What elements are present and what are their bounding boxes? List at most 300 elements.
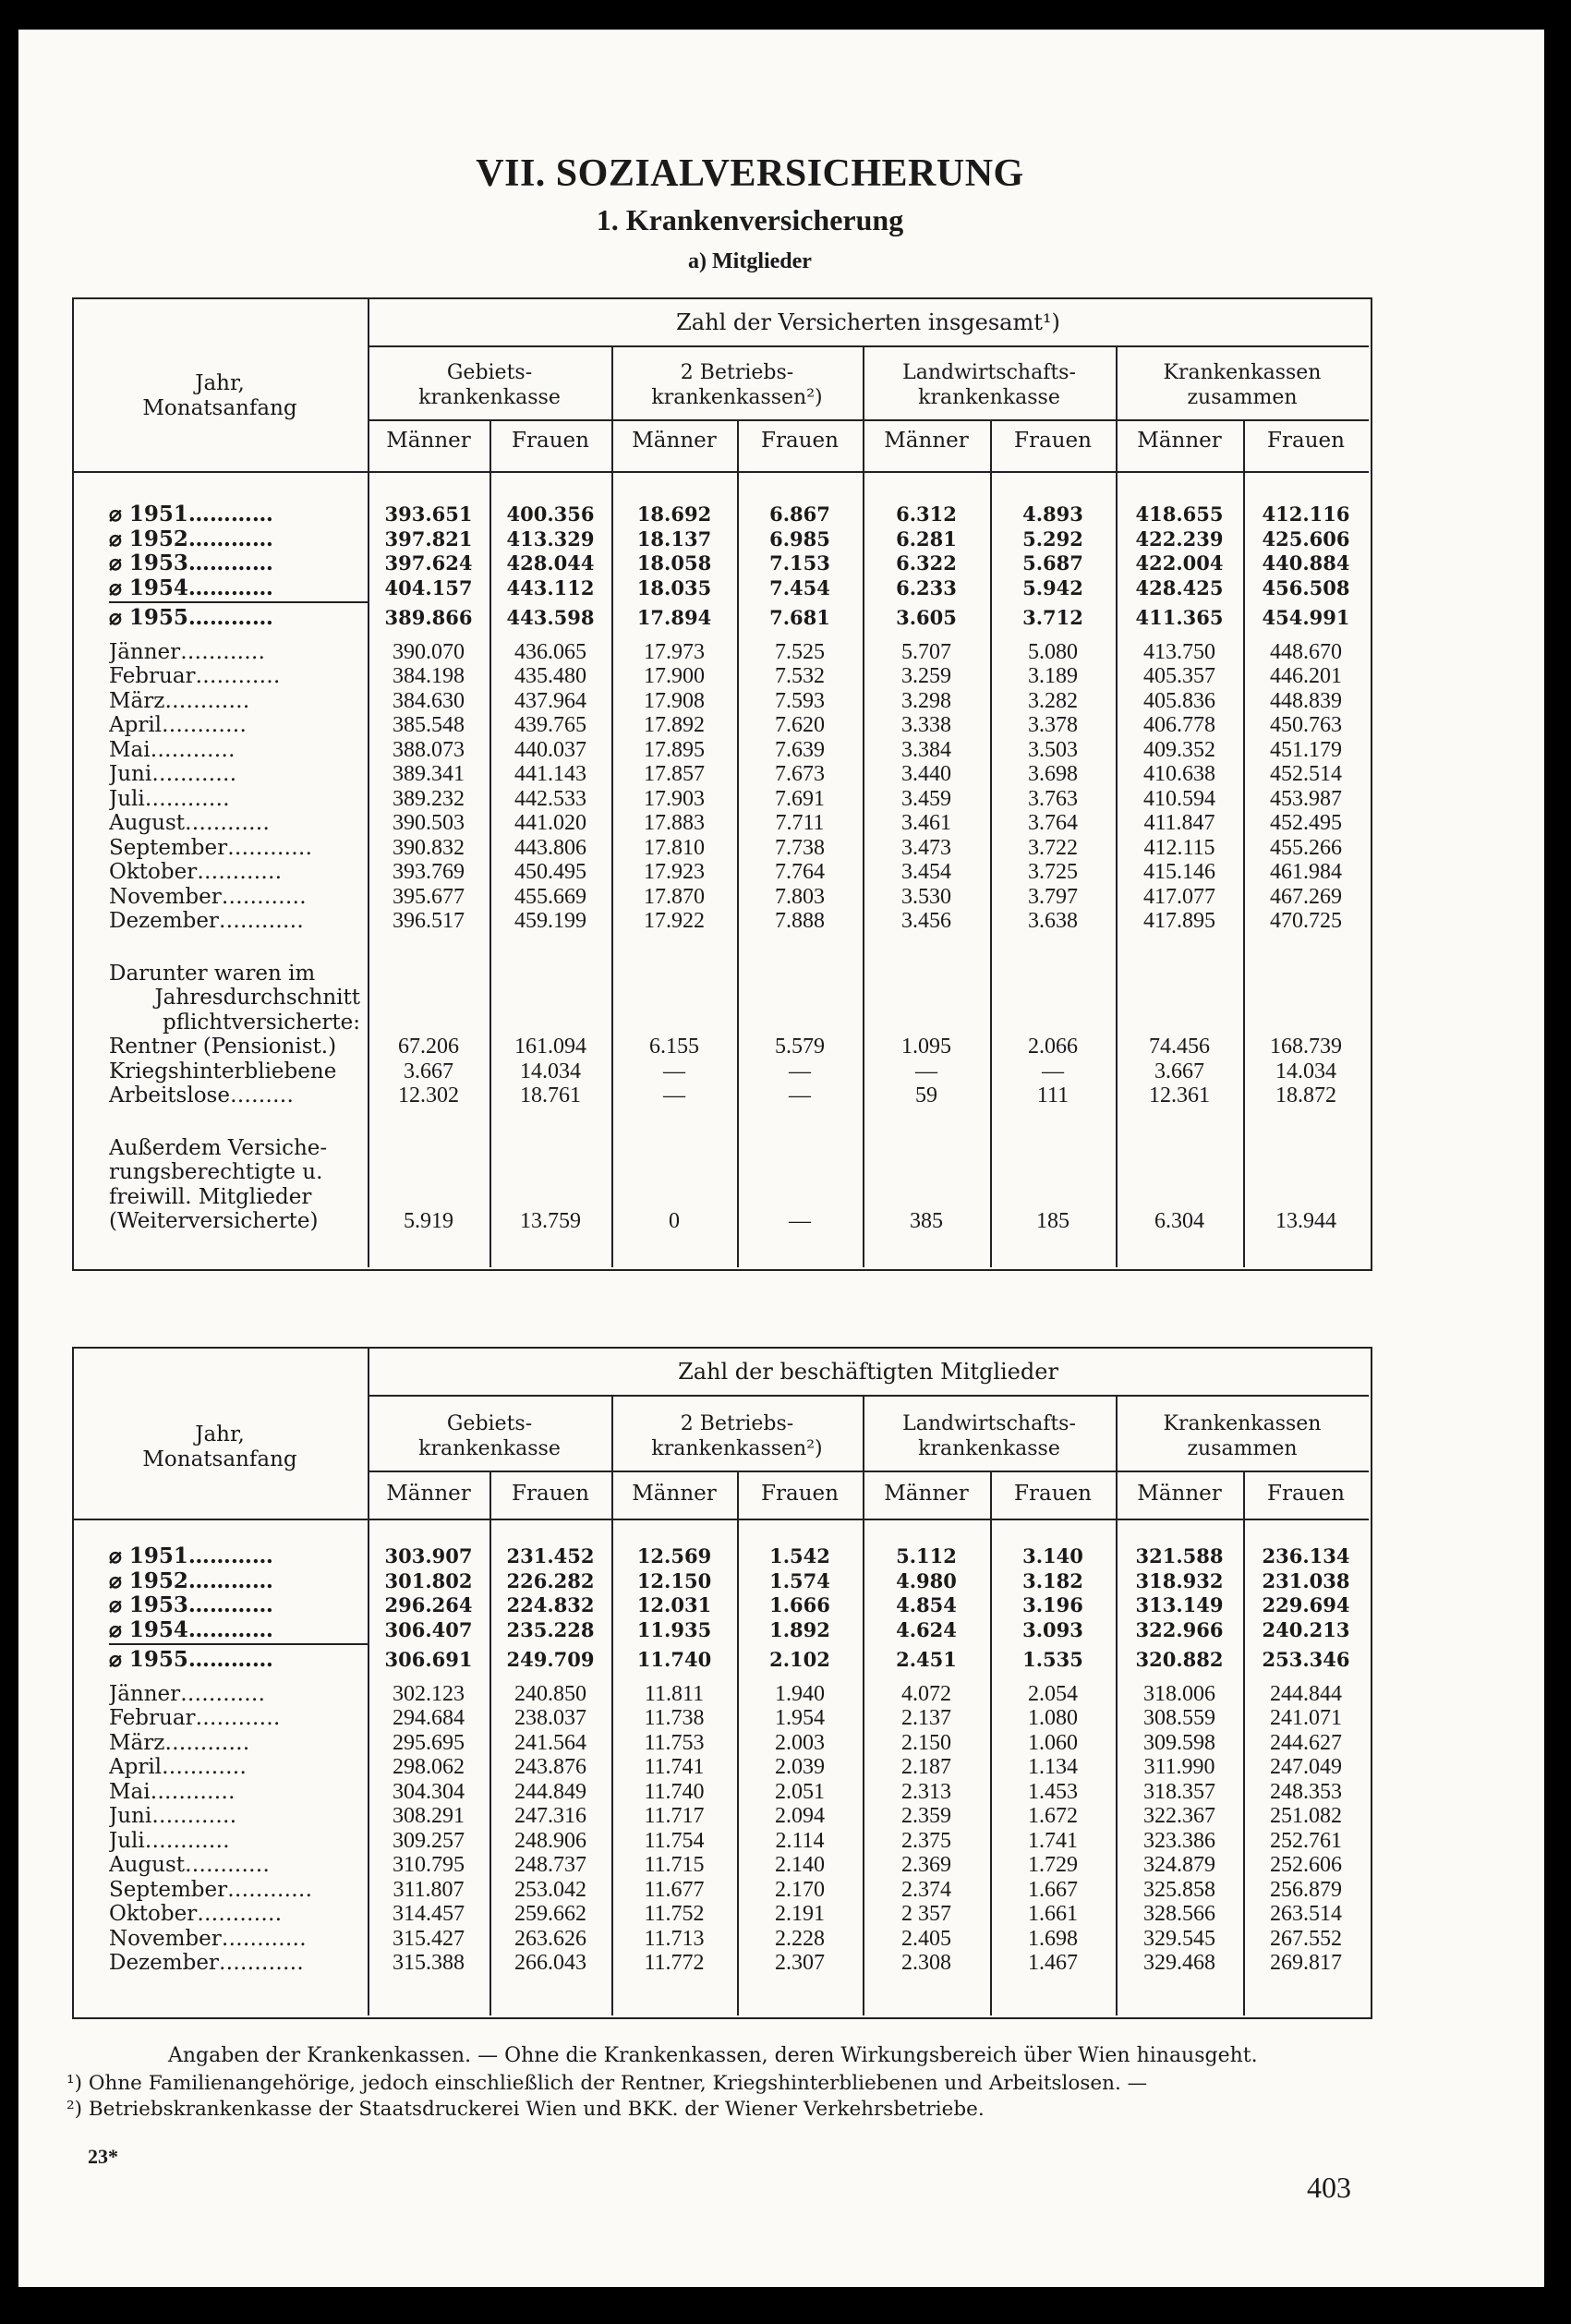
data-cell: 1.667 xyxy=(1028,1877,1078,1902)
data-cell: 240.213 xyxy=(1262,1617,1350,1641)
data-cell: 411.365 xyxy=(1135,606,1224,629)
data-cell: 440.037 xyxy=(514,737,586,762)
data-cell: 325.858 xyxy=(1143,1877,1215,1902)
data-cell: 385.548 xyxy=(393,713,465,737)
data-cell: 405.836 xyxy=(1143,688,1215,713)
data-cell: 3.182 xyxy=(1022,1568,1083,1592)
data-cell: 17.883 xyxy=(644,811,705,835)
data-cell: 7.153 xyxy=(769,551,830,575)
data-cell: 11.741 xyxy=(644,1755,705,1779)
avg-separator xyxy=(109,601,368,603)
data-cell: 2.140 xyxy=(775,1853,825,1877)
data-cell: 5.112 xyxy=(896,1544,957,1567)
data-cell: 405.357 xyxy=(1143,664,1215,688)
data-cell: 3.764 xyxy=(1028,811,1078,835)
data-cell: 1.940 xyxy=(775,1681,825,1706)
data-cell: 2.003 xyxy=(775,1730,825,1755)
data-cell: 5.942 xyxy=(1022,575,1083,599)
data-cell: 4.980 xyxy=(896,1568,957,1592)
data-cell: 393.769 xyxy=(393,860,465,884)
source-note: Angaben der Krankenkassen. — Ohne die Krankenkassen, deren Wirkungsbereich über Wien hinausgeht. xyxy=(168,2044,1258,2067)
data-cell: 3.503 xyxy=(1028,737,1078,762)
data-cell: 3.298 xyxy=(901,688,951,713)
data-cell: 418.655 xyxy=(1135,502,1224,526)
data-cell: 417.077 xyxy=(1143,884,1215,909)
data-cell: 14.034 xyxy=(520,1059,581,1083)
data-cell: 322.966 xyxy=(1135,1617,1224,1641)
extra-label: (Weiterversicherte) xyxy=(109,1209,319,1233)
row-label: August………… xyxy=(109,1853,271,1877)
data-cell: 6.985 xyxy=(769,527,830,551)
data-cell: 396.517 xyxy=(393,909,465,933)
data-cell: 185 xyxy=(1036,1209,1069,1233)
data-cell: 448.839 xyxy=(1270,688,1342,713)
data-cell: 2.228 xyxy=(775,1926,825,1951)
data-cell: 251.082 xyxy=(1270,1804,1342,1828)
extra-label: freiwill. Mitglieder xyxy=(109,1184,312,1209)
data-cell: 4.854 xyxy=(896,1593,957,1616)
data-cell: 328.566 xyxy=(1143,1902,1215,1926)
data-cell: 400.356 xyxy=(506,502,595,526)
row-label: Mai………… xyxy=(109,1779,236,1804)
data-cell: 3.797 xyxy=(1028,884,1078,909)
extra-intro: Darunter waren im xyxy=(109,961,316,986)
data-cell: 7.620 xyxy=(775,713,825,737)
data-cell: 298.062 xyxy=(393,1755,465,1779)
data-cell: 1.080 xyxy=(1028,1706,1078,1730)
data-cell: 263.626 xyxy=(514,1926,586,1951)
group-header: Landwirtschafts- krankenkasse xyxy=(902,1412,1076,1460)
data-cell: 397.821 xyxy=(384,527,473,551)
data-cell: 306.407 xyxy=(384,1617,473,1641)
data-cell: 1.954 xyxy=(775,1706,825,1730)
data-cell: 244.849 xyxy=(514,1779,586,1804)
footnote-1: ¹) Ohne Familienangehörige, jedoch einschließlich der Rentner, Kriegshinterbliebenen und Arbeitslosen. — xyxy=(66,2072,1148,2095)
data-cell: 1.095 xyxy=(901,1035,951,1059)
row-label: ⌀ 1952………… xyxy=(109,1568,273,1593)
data-cell: 3.763 xyxy=(1028,786,1078,811)
data-cell: 7.888 xyxy=(775,909,825,933)
row-label: März………… xyxy=(109,688,250,713)
data-cell: 413.750 xyxy=(1143,639,1215,664)
data-cell: 17.894 xyxy=(636,606,712,629)
data-cell: 11.772 xyxy=(644,1951,705,1975)
data-cell: — xyxy=(789,1083,811,1108)
row-label: Juni………… xyxy=(109,1804,237,1828)
data-cell: 1.542 xyxy=(769,1544,830,1567)
data-cell: 296.264 xyxy=(384,1593,473,1616)
group-header: 2 Betriebs- krankenkassen²) xyxy=(651,1412,823,1460)
data-cell: 5.687 xyxy=(1022,551,1083,575)
data-cell: 3.338 xyxy=(901,713,951,737)
data-cell: 390.070 xyxy=(393,639,465,664)
sub-header: Männer xyxy=(386,429,471,453)
data-cell: 313.149 xyxy=(1135,1593,1224,1616)
data-cell: 3.196 xyxy=(1022,1593,1083,1616)
data-cell: 2.307 xyxy=(775,1951,825,1975)
sub-header: Frauen xyxy=(1014,429,1092,453)
data-cell: 248.353 xyxy=(1270,1779,1342,1804)
data-cell: 2.054 xyxy=(1028,1681,1078,1706)
data-cell: 12.302 xyxy=(398,1083,459,1108)
sub-header: Männer xyxy=(884,429,969,453)
data-cell: 385 xyxy=(910,1209,943,1233)
data-cell: 4.624 xyxy=(896,1617,957,1641)
data-cell: 450.763 xyxy=(1270,713,1342,737)
data-cell: 456.508 xyxy=(1262,575,1350,599)
row-label: November………… xyxy=(109,1926,307,1951)
data-cell: 249.709 xyxy=(506,1648,595,1671)
sub-header: Männer xyxy=(884,1482,969,1506)
data-cell: 393.651 xyxy=(384,502,473,526)
data-cell: 1.467 xyxy=(1028,1951,1078,1975)
data-cell: 2.405 xyxy=(901,1926,951,1951)
group-header: Gebiets- krankenkasse xyxy=(418,1412,561,1460)
data-cell: 2.039 xyxy=(775,1755,825,1779)
data-cell: 324.879 xyxy=(1143,1853,1215,1877)
data-cell: 2 357 xyxy=(901,1902,951,1926)
data-cell: 453.987 xyxy=(1270,786,1342,811)
data-cell: 6.281 xyxy=(896,527,957,551)
row-label: November………… xyxy=(109,884,307,909)
data-cell: 389.232 xyxy=(393,786,465,811)
row-label: April………… xyxy=(109,713,248,737)
data-cell: 2.375 xyxy=(901,1828,951,1853)
data-cell: 7.532 xyxy=(775,664,825,688)
data-cell: 161.094 xyxy=(514,1035,586,1059)
data-cell: 3.459 xyxy=(901,786,951,811)
data-cell: 323.386 xyxy=(1143,1828,1215,1853)
data-cell: 7.673 xyxy=(775,762,825,786)
row-label: Oktober………… xyxy=(109,1902,283,1926)
data-cell: 3.140 xyxy=(1022,1544,1083,1567)
data-cell: 409.352 xyxy=(1143,737,1215,762)
data-cell: 428.044 xyxy=(506,551,595,575)
data-cell: 11.752 xyxy=(644,1902,705,1926)
data-cell: 253.042 xyxy=(514,1877,586,1902)
data-cell: 2.114 xyxy=(775,1828,825,1853)
data-cell: 1.666 xyxy=(769,1593,830,1616)
data-cell: 390.503 xyxy=(393,811,465,835)
data-cell: 450.495 xyxy=(514,860,586,884)
data-cell: 269.817 xyxy=(1270,1951,1342,1975)
data-cell: 318.357 xyxy=(1143,1779,1215,1804)
data-cell: 441.020 xyxy=(514,811,586,835)
data-cell: 1.729 xyxy=(1028,1853,1078,1877)
data-cell: 18.137 xyxy=(636,527,712,551)
data-cell: 397.624 xyxy=(384,551,473,575)
section-title: VII. SOZIALVERSICHERUNG xyxy=(476,152,1024,195)
data-cell: 2.451 xyxy=(896,1648,957,1671)
data-cell: 12.031 xyxy=(636,1593,712,1616)
extra-intro: Jahresdurchschnitt xyxy=(154,986,360,1010)
title-rule xyxy=(368,345,1369,347)
data-cell: 315.427 xyxy=(393,1926,465,1951)
data-cell: 17.810 xyxy=(644,835,705,860)
row-label: ⌀ 1954………… xyxy=(109,1617,273,1642)
row-label: Rentner (Pensionist.) xyxy=(109,1035,337,1059)
data-cell: 4.893 xyxy=(1022,502,1083,526)
data-cell: 440.884 xyxy=(1262,551,1350,575)
data-cell: 17.922 xyxy=(644,909,705,933)
data-cell: 3.259 xyxy=(901,664,951,688)
data-cell: 5.292 xyxy=(1022,527,1083,551)
data-cell: 7.525 xyxy=(775,639,825,664)
data-cell: 390.832 xyxy=(393,835,465,860)
row-label: Juni………… xyxy=(109,762,237,786)
data-cell: 446.201 xyxy=(1270,664,1342,688)
data-cell: 11.811 xyxy=(644,1681,705,1706)
data-cell: 17.908 xyxy=(644,688,705,713)
data-cell: 406.778 xyxy=(1143,713,1215,737)
data-cell: 111 xyxy=(1036,1083,1069,1108)
data-cell: 7.681 xyxy=(769,606,830,629)
data-cell: 395.677 xyxy=(393,884,465,909)
data-cell: 437.964 xyxy=(514,688,586,713)
data-cell: 308.559 xyxy=(1143,1706,1215,1730)
sub-header: Frauen xyxy=(761,1482,839,1506)
data-cell: 2.170 xyxy=(775,1877,825,1902)
data-cell: 470.725 xyxy=(1270,909,1342,933)
row-label: September………… xyxy=(109,1877,313,1902)
data-cell: 18.872 xyxy=(1275,1083,1336,1108)
row-label: Juli………… xyxy=(109,786,230,811)
footnote-2: ²) Betriebskrankenkasse der Staatsdruckerei Wien und BKK. der Wiener Verkehrsbetriebe. xyxy=(66,2098,985,2121)
sub-header: Männer xyxy=(386,1482,471,1506)
row-label: August………… xyxy=(109,811,271,835)
data-cell: 314.457 xyxy=(393,1902,465,1926)
data-cell: 442.533 xyxy=(514,786,586,811)
data-cell: 7.639 xyxy=(775,737,825,762)
data-cell: 412.116 xyxy=(1262,502,1350,526)
data-cell: 2.066 xyxy=(1028,1035,1078,1059)
data-cell: 6.322 xyxy=(896,551,957,575)
data-cell: 384.198 xyxy=(393,664,465,688)
row-label: Februar………… xyxy=(109,1706,281,1730)
data-cell: 452.514 xyxy=(1270,762,1342,786)
data-cell: 3.282 xyxy=(1028,688,1078,713)
data-cell: 329.468 xyxy=(1143,1951,1215,1975)
data-cell: 256.879 xyxy=(1270,1877,1342,1902)
data-cell: 238.037 xyxy=(514,1706,586,1730)
data-cell: 1.134 xyxy=(1028,1755,1078,1779)
data-cell: 410.594 xyxy=(1143,786,1215,811)
group-header: 2 Betriebs- krankenkassen²) xyxy=(651,361,823,409)
data-cell: 3.440 xyxy=(901,762,951,786)
data-cell: 5.707 xyxy=(901,639,951,664)
data-cell: 17.892 xyxy=(644,713,705,737)
data-cell: 3.667 xyxy=(1154,1059,1204,1083)
table-title: Zahl der Versicherten insgesamt¹) xyxy=(676,309,1060,335)
data-cell: 13.944 xyxy=(1275,1209,1336,1233)
data-cell: 3.454 xyxy=(901,860,951,884)
data-cell: 248.906 xyxy=(514,1828,586,1853)
data-cell: 322.367 xyxy=(1143,1804,1215,1828)
sub-header: Frauen xyxy=(512,1482,589,1506)
data-cell: 428.425 xyxy=(1135,575,1224,599)
data-cell: 2.094 xyxy=(775,1804,825,1828)
data-cell: 304.304 xyxy=(393,1779,465,1804)
data-cell: 5.579 xyxy=(775,1035,825,1059)
data-cell: 18.058 xyxy=(636,551,712,575)
data-cell: 425.606 xyxy=(1262,527,1350,551)
data-cell: 67.206 xyxy=(398,1035,459,1059)
data-cell: 18.692 xyxy=(636,502,712,526)
data-cell: 3.698 xyxy=(1028,762,1078,786)
data-cell: 243.876 xyxy=(514,1755,586,1779)
data-cell: 308.291 xyxy=(393,1804,465,1828)
data-cell: 247.049 xyxy=(1270,1755,1342,1779)
data-cell: 389.341 xyxy=(393,762,465,786)
data-cell: 7.691 xyxy=(775,786,825,811)
data-cell: 7.454 xyxy=(769,575,830,599)
data-cell: 11.715 xyxy=(644,1853,705,1877)
data-cell: 14.034 xyxy=(1275,1059,1336,1083)
data-cell: 467.269 xyxy=(1270,884,1342,909)
data-cell: 315.388 xyxy=(393,1951,465,1975)
data-cell: 7.593 xyxy=(775,688,825,713)
sub-header: Männer xyxy=(1137,429,1222,453)
data-cell: 2.369 xyxy=(901,1853,951,1877)
data-cell: — xyxy=(789,1209,811,1233)
data-cell: 226.282 xyxy=(506,1568,595,1592)
data-cell: 17.870 xyxy=(644,884,705,909)
sub-header: Frauen xyxy=(761,429,839,453)
row-label: ⌀ 1955………… xyxy=(109,606,273,630)
data-cell: — xyxy=(789,1059,811,1083)
data-cell: 253.346 xyxy=(1262,1648,1350,1671)
data-cell: 384.630 xyxy=(393,688,465,713)
data-cell: 448.670 xyxy=(1270,639,1342,664)
data-cell: 441.143 xyxy=(514,762,586,786)
data-cell: 417.895 xyxy=(1143,909,1215,933)
data-cell: 2.051 xyxy=(775,1779,825,1804)
data-cell: 6.867 xyxy=(769,502,830,526)
data-cell: 422.004 xyxy=(1135,551,1224,575)
data-cell: 3.461 xyxy=(901,811,951,835)
group-header: Gebiets- krankenkasse xyxy=(418,361,561,409)
data-cell: 2.359 xyxy=(901,1804,951,1828)
data-cell: 17.857 xyxy=(644,762,705,786)
data-cell: 415.146 xyxy=(1143,860,1215,884)
document-page xyxy=(18,30,1544,2287)
avg-separator xyxy=(109,1643,368,1645)
data-cell: 244.627 xyxy=(1270,1730,1342,1755)
data-cell: 17.903 xyxy=(644,786,705,811)
data-cell: 311.807 xyxy=(393,1877,465,1902)
data-cell: 231.452 xyxy=(506,1544,595,1567)
data-cell: 1.453 xyxy=(1028,1779,1078,1804)
data-cell: 236.134 xyxy=(1262,1544,1350,1567)
extra-intro: pflichtversicherte: xyxy=(162,1010,360,1035)
row-label: ⌀ 1952………… xyxy=(109,527,273,551)
data-cell: 303.907 xyxy=(384,1544,473,1567)
header-bottom-rule xyxy=(72,1519,1369,1520)
data-cell: 252.761 xyxy=(1270,1828,1342,1853)
data-cell: 247.316 xyxy=(514,1804,586,1828)
data-cell: 439.765 xyxy=(514,713,586,737)
data-cell: 2.374 xyxy=(901,1877,951,1902)
group-header: Landwirtschafts- krankenkasse xyxy=(902,361,1076,409)
data-cell: 2.308 xyxy=(901,1951,951,1975)
data-cell: 306.691 xyxy=(384,1648,473,1671)
data-cell: 11.677 xyxy=(644,1877,705,1902)
data-cell: 311.990 xyxy=(1143,1755,1215,1779)
data-cell: 17.923 xyxy=(644,860,705,884)
row-label: Juli………… xyxy=(109,1828,230,1853)
data-cell: 13.759 xyxy=(520,1209,581,1233)
data-cell: 231.038 xyxy=(1262,1568,1350,1592)
data-cell: 422.239 xyxy=(1135,527,1224,551)
data-cell: 6.304 xyxy=(1154,1209,1204,1233)
data-cell: 309.598 xyxy=(1143,1730,1215,1755)
data-cell: — xyxy=(915,1059,937,1083)
data-cell: 59 xyxy=(915,1083,937,1108)
row-header: Jahr, Monatsanfang xyxy=(142,371,297,420)
data-cell: 443.598 xyxy=(506,606,595,629)
data-cell: 452.495 xyxy=(1270,811,1342,835)
group-header: Krankenkassen zusammen xyxy=(1163,1412,1322,1460)
data-cell: 11.740 xyxy=(636,1648,712,1671)
page-number: 403 xyxy=(1307,2171,1351,2204)
data-cell: 266.043 xyxy=(514,1951,586,1975)
sub-header: Frauen xyxy=(1267,429,1345,453)
data-cell: 3.093 xyxy=(1022,1617,1083,1641)
data-cell: 329.545 xyxy=(1143,1926,1215,1951)
row-label: Kriegshinterbliebene xyxy=(109,1059,337,1083)
data-cell: 3.725 xyxy=(1028,860,1078,884)
row-label: Arbeitslose……… xyxy=(109,1083,294,1108)
data-cell: 3.378 xyxy=(1028,713,1078,737)
data-cell: 3.722 xyxy=(1028,835,1078,860)
data-cell: 294.684 xyxy=(393,1706,465,1730)
table-title: Zahl der beschäftigten Mitglieder xyxy=(678,1359,1058,1385)
data-cell: 435.480 xyxy=(514,664,586,688)
data-cell: 240.850 xyxy=(514,1681,586,1706)
data-cell: 4.072 xyxy=(901,1681,951,1706)
data-cell: 12.361 xyxy=(1149,1083,1210,1108)
row-label: ⌀ 1955………… xyxy=(109,1648,273,1672)
data-cell: 11.935 xyxy=(636,1617,712,1641)
data-cell: 461.984 xyxy=(1270,860,1342,884)
data-cell: 6.155 xyxy=(649,1035,699,1059)
data-cell: 451.179 xyxy=(1270,737,1342,762)
data-cell: — xyxy=(663,1059,685,1083)
data-cell: 11.738 xyxy=(644,1706,705,1730)
data-cell: 410.638 xyxy=(1143,762,1215,786)
data-cell: 5.080 xyxy=(1028,639,1078,664)
data-cell: 389.866 xyxy=(384,606,473,629)
data-cell: 436.065 xyxy=(514,639,586,664)
data-cell: 11.740 xyxy=(644,1779,705,1804)
data-cell: 7.764 xyxy=(775,860,825,884)
row-label: Februar………… xyxy=(109,664,281,688)
data-cell: 443.806 xyxy=(514,835,586,860)
data-cell: 3.189 xyxy=(1028,664,1078,688)
data-cell: 295.695 xyxy=(393,1730,465,1755)
data-cell: 7.711 xyxy=(775,811,825,835)
data-cell: 0 xyxy=(669,1209,680,1233)
data-cell: 5.919 xyxy=(404,1209,453,1233)
data-cell: 229.694 xyxy=(1262,1593,1350,1616)
data-cell: 1.661 xyxy=(1028,1902,1078,1926)
data-cell: 321.588 xyxy=(1135,1544,1224,1567)
row-label: Dezember………… xyxy=(109,1951,304,1975)
data-cell: 309.257 xyxy=(393,1828,465,1853)
data-cell: 259.662 xyxy=(514,1902,586,1926)
data-cell: 3.530 xyxy=(901,884,951,909)
data-cell: 3.667 xyxy=(404,1059,453,1083)
